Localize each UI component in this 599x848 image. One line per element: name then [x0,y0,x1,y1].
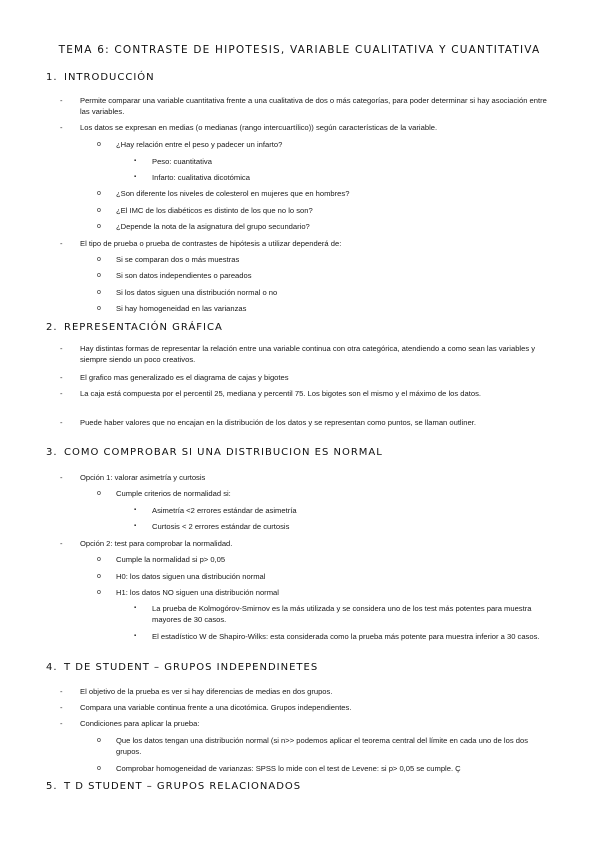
list-item [60,472,552,483]
item-text: ¿Depende la nota de la asignatura del grupo secundario? [116,222,310,231]
item-text: ¿Son diferente los niveles de colesterol en mujeres que en hombres? [116,189,350,198]
section-number: 2. [46,322,58,333]
item-text: Si hay homogeneidad en las varianzas [116,304,247,313]
square-marker: ▪ [134,633,137,639]
section-title: INTRODUCCIÓN [64,72,155,83]
item-text: Hay distintas formas de representar la relación entre una variable continua con otra categórica, atendiendo a como sean las variables y siempre siendo un poco creativos. [80,344,536,364]
list-item [97,554,552,565]
list-item [60,417,552,428]
dash-marker: - [60,239,63,248]
circle-marker: o [97,223,101,230]
dash-marker: - [60,539,63,548]
item-text: Puede haber valores que no encajan en la distribución de los datos y se representan como puntos, se llaman outliner. [80,418,476,427]
list-item [97,763,552,774]
circle-marker: o [97,190,101,197]
item-text: Infarto: cualitativa dicotómica [152,173,250,182]
section-title: T DE STUDENT – GRUPOS INDEPENDINETES [64,662,319,673]
item-text: Si se comparan dos o más muestras [116,255,240,264]
item-text: El tipo de prueba o prueba de contrastes de hipótesis a utilizar dependerá de: [80,239,342,248]
item-text: Permite comparar una variable cuantitativa frente a una cualitativa de dos o más categorías, para poder determinar si hay asociación entre las variables. [80,96,547,116]
section-heading [46,72,155,83]
list-item [97,254,552,265]
dash-marker: - [60,418,63,427]
section-heading [46,322,223,333]
dash-marker: - [60,473,63,482]
circle-marker: o [97,589,101,596]
item-text: Si los datos siguen una distribución normal o no [116,288,278,297]
list-item [97,303,552,314]
dash-marker: - [60,687,63,696]
item-text: La caja está compuesta por el percentil 25, mediana y percentil 75. Los bigotes son el mismo y el máximo de los datos. [80,389,481,398]
list-item [134,172,552,183]
list-item [60,718,552,729]
item-text: El grafico mas generalizado es el diagrama de cajas y bigotes [80,373,289,382]
document-title: TEMA 6: CONTRASTE DE HIPOTESIS, VARIABLE CUALITATIVA Y CUANTITATIVA [58,44,541,56]
list-item [60,238,552,249]
section-number: 4. [46,662,58,673]
square-marker: ▪ [134,174,137,180]
circle-marker: o [97,765,101,772]
list-item [60,702,552,713]
item-text: Opción 1: valorar asimetría y curtosis [80,473,206,482]
list-item [134,505,552,516]
dash-marker: - [60,373,63,382]
dash-marker: - [60,96,63,105]
item-text: Los datos se expresan en medias (o medianas (rango intercuartílico)) según características de la variable. [80,123,438,132]
list-item [97,488,552,499]
section-title: T D STUDENT – GRUPOS RELACIONADOS [64,781,302,792]
item-text: Curtosis < 2 errores estándar de curtosis [152,522,290,531]
list-item [60,388,552,399]
item-text: El estadístico W de Shapiro-Wilks: esta considerada como la prueba más potente para muestra inferior a 30 casos. [152,632,540,641]
list-item [60,538,552,549]
square-marker: ▪ [134,507,137,513]
list-item [97,139,552,150]
circle-marker: o [97,305,101,312]
list-item [134,631,552,642]
dash-marker: - [60,123,63,132]
section-heading [46,781,301,792]
list-item [97,571,552,582]
item-text: Cumple la normalidad si p> 0,05 [116,555,226,564]
circle-marker: o [97,490,101,497]
dash-marker: - [60,719,63,728]
circle-marker: o [97,737,101,744]
list-item [60,122,552,133]
square-marker: ▪ [134,523,137,529]
item-text: Asimetría <2 errores estándar de asimetría [152,506,297,515]
item-text: Opción 2: test para comprobar la normalidad. [80,539,233,548]
item-text: La prueba de Kolmogórov-Smirnov es la más utilizada y se considera uno de los test más potentes para muestra mayores de 30 casos. [152,604,532,624]
item-text: H0: los datos siguen una distribución normal [116,572,266,581]
item-text: El objetivo de la prueba es ver si hay diferencias de medias en dos grupos. [80,687,333,696]
section-title: COMO COMPROBAR SI UNA DISTRIBUCION ES NORMAL [64,447,383,458]
item-text: Comprobar homogeneidad de varianzas: SPSS lo mide con el test de Levene: si p> 0,05 se cumple. Ç [116,764,461,773]
section-number: 3. [46,447,58,458]
square-marker: ▪ [134,605,137,611]
list-item [97,221,552,232]
circle-marker: o [97,289,101,296]
list-item [60,343,552,365]
circle-marker: o [97,256,101,263]
item-text: ¿El IMC de los diabéticos es distinto de los que no lo son? [116,206,313,215]
list-item [97,587,552,598]
circle-marker: o [97,573,101,580]
list-item [97,188,552,199]
section-heading [46,447,383,458]
item-text: Peso: cuantitativa [152,157,212,166]
item-text: H1: los datos NO siguen una distribución normal [116,588,279,597]
item-text: Compara una variable continua frente a una dicotómica. Grupos independientes. [80,703,352,712]
section-title: REPRESENTACIÓN GRÁFICA [64,322,223,333]
section-number: 1. [46,72,58,83]
circle-marker: o [97,141,101,148]
list-item [60,95,552,117]
circle-marker: o [97,207,101,214]
section-number: 5. [46,781,58,792]
list-item [97,735,552,757]
list-item [60,686,552,697]
list-item [134,521,552,532]
section-heading [46,662,318,673]
dash-marker: - [60,344,63,353]
list-item [97,270,552,281]
circle-marker: o [97,556,101,563]
item-text: Si son datos independientes o pareados [116,271,252,280]
item-text: ¿Hay relación entre el peso y padecer un infarto? [116,140,283,149]
square-marker: ▪ [134,158,137,164]
dash-marker: - [60,703,63,712]
dash-marker: - [60,389,63,398]
item-text: Cumple criterios de normalidad si: [116,489,231,498]
list-item [134,156,552,167]
list-item [97,287,552,298]
item-text: Que los datos tengan una distribución normal (si n>> podemos aplicar el teorema central del límite en cada uno de los dos grupos. [116,736,528,756]
list-item [134,603,552,625]
list-item [60,372,552,383]
circle-marker: o [97,272,101,279]
list-item [97,205,552,216]
item-text: Condiciones para aplicar la prueba: [80,719,200,728]
